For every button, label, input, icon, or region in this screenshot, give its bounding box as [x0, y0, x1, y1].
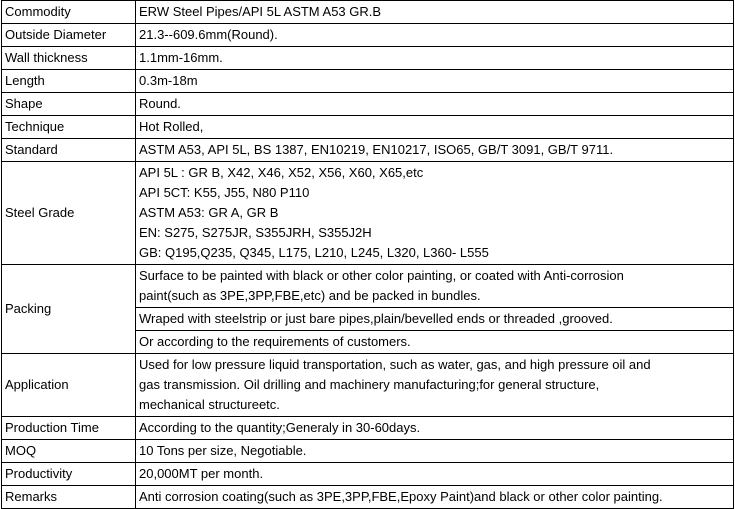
row-value: Round. — [136, 93, 734, 116]
value-line: Wraped with steelstrip or just bare pipes,plain/bevelled ends or threaded ,grooved. — [139, 311, 613, 326]
row-value: According to the quantity;Generaly in 30-60days. — [136, 417, 734, 440]
table-row — [2, 417, 734, 440]
value-line: Or according to the requirements of customers. — [139, 334, 411, 349]
value-line: mechanical structureetc. — [139, 397, 280, 412]
row-label: Length — [2, 70, 136, 93]
row-label: Packing — [2, 265, 136, 354]
table-row — [2, 486, 734, 509]
table-row — [2, 354, 734, 417]
row-label: Productivity — [2, 463, 136, 486]
spec-table — [1, 0, 734, 509]
table-row — [2, 24, 734, 47]
value-line: EN: S275, S275JR, S355JRH, S355J2H — [139, 225, 372, 240]
row-value — [136, 162, 734, 265]
table-row — [2, 265, 734, 308]
row-label: Remarks — [2, 486, 136, 509]
row-label: Outside Diameter — [2, 24, 136, 47]
row-value — [136, 308, 734, 331]
value-line: ASTM A53: GR A, GR B — [139, 205, 279, 220]
row-value: ASTM A53, API 5L, BS 1387, EN10219, EN10217, ISO65, GB/T 3091, GB/T 9711. — [136, 139, 734, 162]
value-line: gas transmission. Oil drilling and machinery manufacturing;for general structure, — [139, 377, 600, 392]
value-line: paint(such as 3PE,3PP,FBE,etc) and be packed in bundles. — [139, 288, 481, 303]
table-row — [2, 463, 734, 486]
row-value: 10 Tons per size, Negotiable. — [136, 440, 734, 463]
table-row — [2, 47, 734, 70]
row-value: Anti corrosion coating(such as 3PE,3PP,FBE,Epoxy Paint)and black or other color painting. — [136, 486, 734, 509]
row-label: Application — [2, 354, 136, 417]
table-row — [2, 93, 734, 116]
table-row — [2, 139, 734, 162]
row-label: Production Time — [2, 417, 136, 440]
row-value — [136, 265, 734, 308]
row-label: MOQ — [2, 440, 136, 463]
value-line: Used for low pressure liquid transportation, such as water, gas, and high pressure oil and — [139, 357, 651, 372]
row-label: Commodity — [2, 1, 136, 24]
row-value — [136, 354, 734, 417]
row-label: Standard — [2, 139, 136, 162]
row-value: 0.3m-18m — [136, 70, 734, 93]
value-line: API 5L : GR B, X42, X46, X52, X56, X60, X65,etc — [139, 165, 424, 180]
row-value: 1.1mm-16mm. — [136, 47, 734, 70]
row-label: Steel Grade — [2, 162, 136, 265]
row-value — [136, 331, 734, 354]
table-row — [2, 116, 734, 139]
table-row — [2, 70, 734, 93]
row-value: Hot Rolled, — [136, 116, 734, 139]
row-value: 21.3--609.6mm(Round). — [136, 24, 734, 47]
table-row — [2, 162, 734, 265]
row-value: ERW Steel Pipes/API 5L ASTM A53 GR.B — [136, 1, 734, 24]
row-label: Technique — [2, 116, 136, 139]
row-value: 20,000MT per month. — [136, 463, 734, 486]
row-label: Shape — [2, 93, 136, 116]
value-line: Surface to be painted with black or other color painting, or coated with Anti-corrosion — [139, 268, 624, 283]
value-line: API 5CT: K55, J55, N80 P110 — [139, 185, 310, 200]
value-line: GB: Q195,Q235, Q345, L175, L210, L245, L320, L360- L555 — [139, 245, 489, 260]
table-row — [2, 440, 734, 463]
row-label: Wall thickness — [2, 47, 136, 70]
table-row — [2, 1, 734, 24]
